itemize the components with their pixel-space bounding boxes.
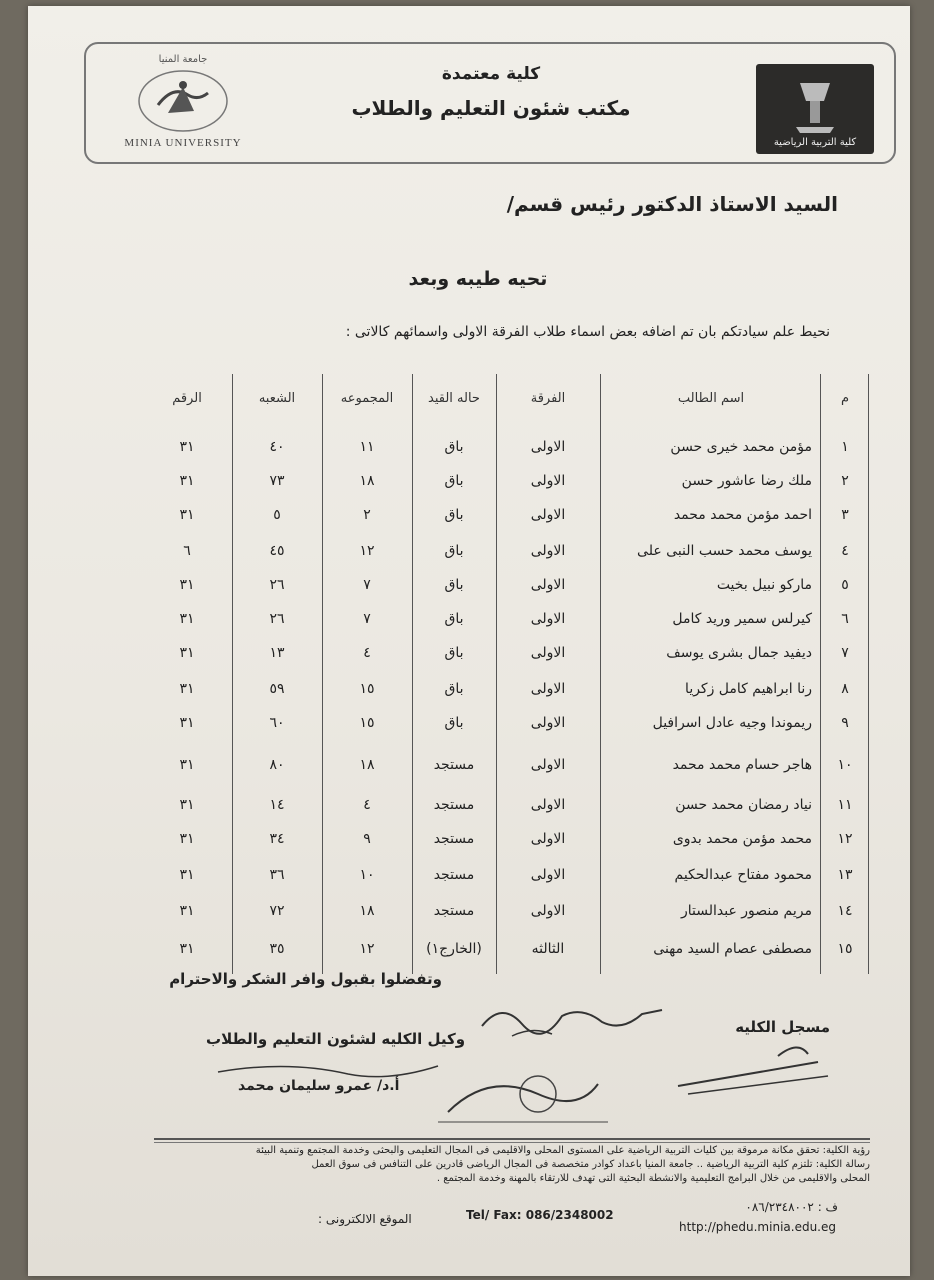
row-name: محمد مؤمن محمد بدوى bbox=[672, 831, 812, 847]
row-m: ٥ bbox=[841, 577, 849, 593]
row-group: ٤ bbox=[363, 797, 371, 813]
table-row bbox=[142, 430, 868, 464]
row-section: ٧٣ bbox=[269, 473, 285, 489]
row-status: باق bbox=[444, 577, 464, 593]
row-number: ٣١ bbox=[179, 645, 195, 661]
row-m: ٣ bbox=[841, 507, 849, 523]
greeting: تحيه طيبه وبعد bbox=[408, 268, 548, 290]
row-group: ١٢ bbox=[359, 543, 375, 559]
header-level: الفرقة bbox=[530, 391, 566, 406]
closing-line: وتفضلوا بقبول وافر الشكر والاحترام bbox=[169, 970, 442, 988]
row-status: باق bbox=[444, 611, 464, 627]
addressee-line: السيد الاستاذ الدكتور رئيس قسم/ bbox=[506, 192, 838, 216]
phone-number: ف : ٠٨٦/٢٣٤٨٠٠٢ bbox=[745, 1200, 838, 1214]
row-name: مصطفى عصام السيد مهنى bbox=[653, 941, 812, 957]
faculty-logo-text: كلية التربية الرياضية bbox=[773, 137, 857, 148]
row-level: الاولى bbox=[530, 831, 566, 847]
mission-text-continued: المحلى والاقليمى من خلال البرامج التعليمية والانشطة البحثية التى تهدف للارتقاء بالمهنة وخدمة المجتمع . bbox=[436, 1173, 870, 1184]
row-group: ٩ bbox=[363, 831, 371, 847]
table-header-row bbox=[142, 382, 868, 416]
row-section: ٥ bbox=[273, 507, 281, 523]
row-level: الثالثه bbox=[531, 941, 565, 957]
row-m: ١٣ bbox=[837, 867, 853, 883]
website-link[interactable]: http://phedu.minia.edu.eg bbox=[679, 1220, 836, 1234]
row-number: ٦ bbox=[183, 543, 191, 559]
row-number: ٣١ bbox=[179, 941, 195, 957]
signature-mark bbox=[472, 996, 672, 1046]
row-section: ٥٩ bbox=[269, 681, 285, 697]
row-m: ١٤ bbox=[837, 903, 853, 919]
row-group: ١٨ bbox=[359, 473, 375, 489]
row-group: ٢ bbox=[363, 507, 371, 523]
header-status: حاله القيد bbox=[428, 391, 480, 406]
row-level: الاولى bbox=[530, 577, 566, 593]
row-number: ٣١ bbox=[179, 757, 195, 773]
row-section: ٢٦ bbox=[269, 611, 285, 627]
row-group: ٤ bbox=[363, 645, 371, 661]
row-number: ٣١ bbox=[179, 439, 195, 455]
row-section: ١٣ bbox=[269, 645, 285, 661]
intro-paragraph: نحيط علم سيادتكم بان تم اضافه بعض اسماء طلاب الفرقة الاولى واسمائهم كالاتى : bbox=[345, 324, 830, 340]
row-group: ١٨ bbox=[359, 903, 375, 919]
row-section: ٣٥ bbox=[269, 941, 285, 957]
row-name: يوسف محمد حسب النبى على bbox=[637, 543, 812, 559]
table-row bbox=[142, 672, 868, 706]
row-level: الاولى bbox=[530, 715, 566, 731]
vice-dean-signature bbox=[208, 1052, 448, 1092]
vision-text: رؤية الكلية: تحقق مكانة مرموقة بين كليات التربية الرياضية على المستوى المحلى والاقليمى فى المجال التعليمى والبحثى وخدمة المجتمع وتنمية البيئة bbox=[255, 1145, 870, 1156]
row-name: نياد رمضان محمد حسن bbox=[675, 797, 812, 813]
row-section: ٨٠ bbox=[269, 757, 285, 773]
row-m: ٧ bbox=[841, 645, 849, 661]
row-m: ١٢ bbox=[837, 831, 853, 847]
row-number: ٣١ bbox=[179, 473, 195, 489]
row-m: ١٠ bbox=[837, 757, 853, 773]
row-number: ٣١ bbox=[179, 797, 195, 813]
footer-vision-mission bbox=[150, 1144, 870, 1186]
row-name: مؤمن محمد خيرى حسن bbox=[670, 439, 812, 455]
row-section: ٢٦ bbox=[269, 577, 285, 593]
row-name: ماركو نبيل بخيت bbox=[716, 577, 812, 593]
mission-text: رسالة الكلية: تلتزم كلية التربية الرياضية .. جامعة المنيا باعداد كوادر متخصصة فى المجال الرياضى قادرين على التنافس فى سوق العمل bbox=[311, 1159, 870, 1170]
row-group: ٧ bbox=[363, 611, 371, 627]
table-row bbox=[142, 568, 868, 602]
table-row bbox=[142, 706, 868, 740]
header-group: المجموعه bbox=[340, 391, 394, 406]
row-level: الاولى bbox=[530, 757, 566, 773]
row-group: ١٥ bbox=[359, 681, 375, 697]
row-name: كيرلس سمير وريد كامل bbox=[672, 611, 812, 627]
row-m: ٤ bbox=[841, 543, 849, 559]
stamp-signature bbox=[428, 1072, 628, 1132]
row-status: (الخارج١) bbox=[426, 941, 482, 957]
document-page bbox=[28, 6, 910, 1276]
row-status: باق bbox=[444, 507, 464, 523]
university-logo-arabic: جامعة المنيا bbox=[158, 54, 208, 65]
row-number: ٣١ bbox=[179, 867, 195, 883]
university-logo-text: MINIA UNIVERSITY bbox=[124, 137, 242, 149]
row-status: مستجد bbox=[433, 797, 475, 813]
row-section: ٤٥ bbox=[269, 543, 285, 559]
website-label: الموقع الالكترونى : bbox=[318, 1212, 412, 1226]
row-number: ٣١ bbox=[179, 507, 195, 523]
table-row bbox=[142, 894, 868, 928]
table-row bbox=[142, 932, 868, 966]
row-status: باق bbox=[444, 473, 464, 489]
row-name: ريموندا وجيه عادل اسرافيل bbox=[652, 715, 812, 731]
row-m: ٨ bbox=[841, 681, 849, 697]
row-number: ٣١ bbox=[179, 831, 195, 847]
row-m: ١١ bbox=[837, 797, 853, 813]
row-group: ١٥ bbox=[359, 715, 375, 731]
header-m: م bbox=[840, 391, 850, 406]
row-section: ٣٦ bbox=[269, 867, 285, 883]
accredited-title: كلية معتمدة bbox=[441, 64, 541, 84]
header-number: الرقم bbox=[172, 391, 202, 406]
row-section: ٣٤ bbox=[269, 831, 285, 847]
table-row bbox=[142, 822, 868, 856]
row-level: الاولى bbox=[530, 507, 566, 523]
row-section: ٧٢ bbox=[269, 903, 285, 919]
university-emblem-icon bbox=[128, 65, 238, 135]
row-status: مستجد bbox=[433, 867, 475, 883]
row-level: الاولى bbox=[530, 903, 566, 919]
row-status: باق bbox=[444, 543, 464, 559]
row-name: ملك رضا عاشور حسن bbox=[681, 473, 812, 489]
row-name: رنا ابراهيم كامل زكريا bbox=[685, 681, 812, 697]
row-m: ٢ bbox=[841, 473, 849, 489]
row-status: باق bbox=[444, 681, 464, 697]
row-name: مريم منصور عبدالستار bbox=[680, 903, 812, 919]
row-section: ٤٠ bbox=[269, 439, 285, 455]
row-status: باق bbox=[444, 439, 464, 455]
row-group: ١١ bbox=[359, 439, 375, 455]
row-level: الاولى bbox=[530, 797, 566, 813]
row-number: ٣١ bbox=[179, 577, 195, 593]
table-row bbox=[142, 858, 868, 892]
registrar-label: مسجل الكليه bbox=[735, 1018, 830, 1036]
faculty-emblem-icon bbox=[790, 77, 840, 133]
row-group: ١٨ bbox=[359, 757, 375, 773]
row-status: باق bbox=[444, 645, 464, 661]
footer-divider bbox=[154, 1142, 870, 1143]
row-section: ١٤ bbox=[269, 797, 285, 813]
footer-divider bbox=[154, 1138, 870, 1140]
table-row bbox=[142, 788, 868, 822]
row-group: ١٢ bbox=[359, 941, 375, 957]
row-level: الاولى bbox=[530, 867, 566, 883]
row-m: ١٥ bbox=[837, 941, 853, 957]
row-name: هاجر حسام محمد محمد bbox=[672, 757, 812, 773]
column-divider bbox=[868, 374, 869, 974]
table-row bbox=[142, 636, 868, 670]
table-row bbox=[142, 748, 868, 782]
table-row bbox=[142, 602, 868, 636]
table-row bbox=[142, 464, 868, 498]
row-name: محمود مفتاح عبدالحكيم bbox=[674, 867, 812, 883]
row-level: الاولى bbox=[530, 473, 566, 489]
row-level: الاولى bbox=[530, 645, 566, 661]
row-status: مستجد bbox=[433, 757, 475, 773]
row-number: ٣١ bbox=[179, 681, 195, 697]
letterhead bbox=[84, 42, 896, 164]
table-row bbox=[142, 498, 868, 532]
row-name: ديفيد جمال بشرى يوسف bbox=[666, 645, 812, 661]
row-m: ١ bbox=[841, 439, 849, 455]
office-title: مكتب شئون التعليم والطلاب bbox=[351, 96, 631, 120]
row-level: الاولى bbox=[530, 439, 566, 455]
vice-dean-label: وكيل الكليه لشئون التعليم والطلاب bbox=[206, 1030, 466, 1048]
row-group: ٧ bbox=[363, 577, 371, 593]
row-number: ٣١ bbox=[179, 611, 195, 627]
students-table bbox=[142, 374, 868, 974]
tel-fax: Tel/ Fax: 086/2348002 bbox=[466, 1208, 614, 1222]
row-level: الاولى bbox=[530, 611, 566, 627]
row-status: مستجد bbox=[433, 903, 475, 919]
row-section: ٦٠ bbox=[269, 715, 285, 731]
row-name: احمد مؤمن محمد محمد bbox=[673, 507, 812, 523]
row-m: ٩ bbox=[841, 715, 849, 731]
table-row bbox=[142, 534, 868, 568]
minia-university-logo bbox=[108, 54, 258, 154]
row-status: باق bbox=[444, 715, 464, 731]
row-number: ٣١ bbox=[179, 903, 195, 919]
row-level: الاولى bbox=[530, 543, 566, 559]
row-m: ٦ bbox=[841, 611, 849, 627]
registrar-signature bbox=[668, 1036, 838, 1106]
header-section: الشعبه bbox=[258, 391, 296, 406]
row-status: مستجد bbox=[433, 831, 475, 847]
row-level: الاولى bbox=[530, 681, 566, 697]
row-group: ١٠ bbox=[359, 867, 375, 883]
vice-dean-name: أ.د/ عمرو سليمان محمد bbox=[238, 1078, 400, 1094]
row-number: ٣١ bbox=[179, 715, 195, 731]
faculty-logo bbox=[756, 64, 874, 154]
header-name: اسم الطالب bbox=[677, 391, 745, 406]
